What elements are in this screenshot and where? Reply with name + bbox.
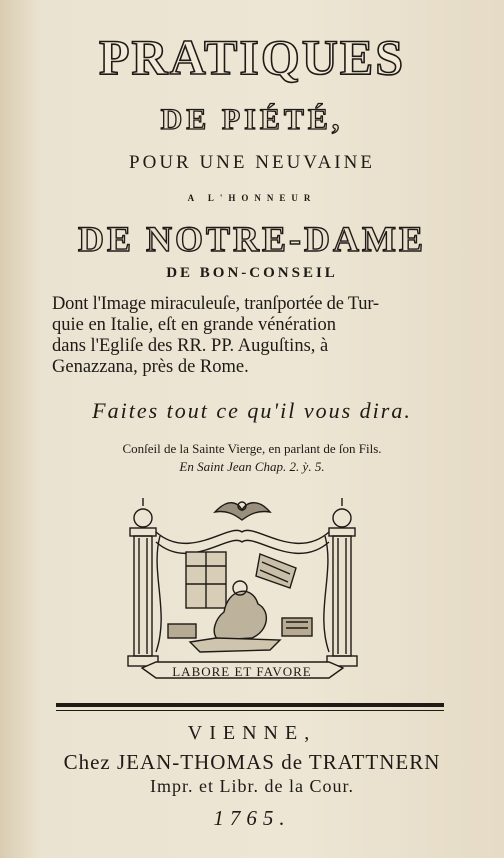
attribution: Conſeil de la Sainte Vierge, en parlant de ſon Fils.: [122, 441, 382, 456]
description-line: Genazzana, près de Rome.: [52, 357, 249, 377]
title-line-neuvaine: POUR UNE NEUVAINE: [129, 152, 375, 173]
description-line: Dont l'Image miraculeuſe, tranſportée de Tur-: [52, 294, 379, 314]
imprint-publisher: Chez JEAN-THOMAS de TRATTNERN: [63, 750, 441, 774]
main-title: PRATIQUES: [98, 29, 405, 85]
subtitle: DE PIÉTÉ,: [160, 103, 344, 136]
title-line-notre-dame: DE NOTRE-DAME: [77, 219, 426, 259]
title-line-honneur: A L'HONNEUR: [187, 193, 317, 203]
imprint-city: VIENNE,: [187, 722, 317, 744]
printers-vignette-illustration: [120, 492, 365, 687]
title-line-bon-conseil: DE BON-CONSEIL: [166, 265, 338, 281]
motto: Faites tout ce qu'il vous dira.: [92, 398, 412, 423]
description-line: dans l'Egliſe des RR. PP. Auguſtins, à: [52, 336, 329, 356]
divider-thin: [56, 710, 444, 711]
vignette-banner-text: LABORE ET FAVORE: [172, 664, 312, 679]
imprint-year: 1765.: [213, 806, 291, 830]
divider-thick: [56, 703, 444, 707]
imprint-role: Impr. et Libr. de la Cour.: [150, 776, 354, 796]
description-paragraph: [52, 294, 462, 378]
description-line: quie en Italie, eſt en grande vénération: [52, 315, 337, 335]
scripture-reference: En Saint Jean Chap. 2. ỳ. 5.: [179, 459, 325, 474]
